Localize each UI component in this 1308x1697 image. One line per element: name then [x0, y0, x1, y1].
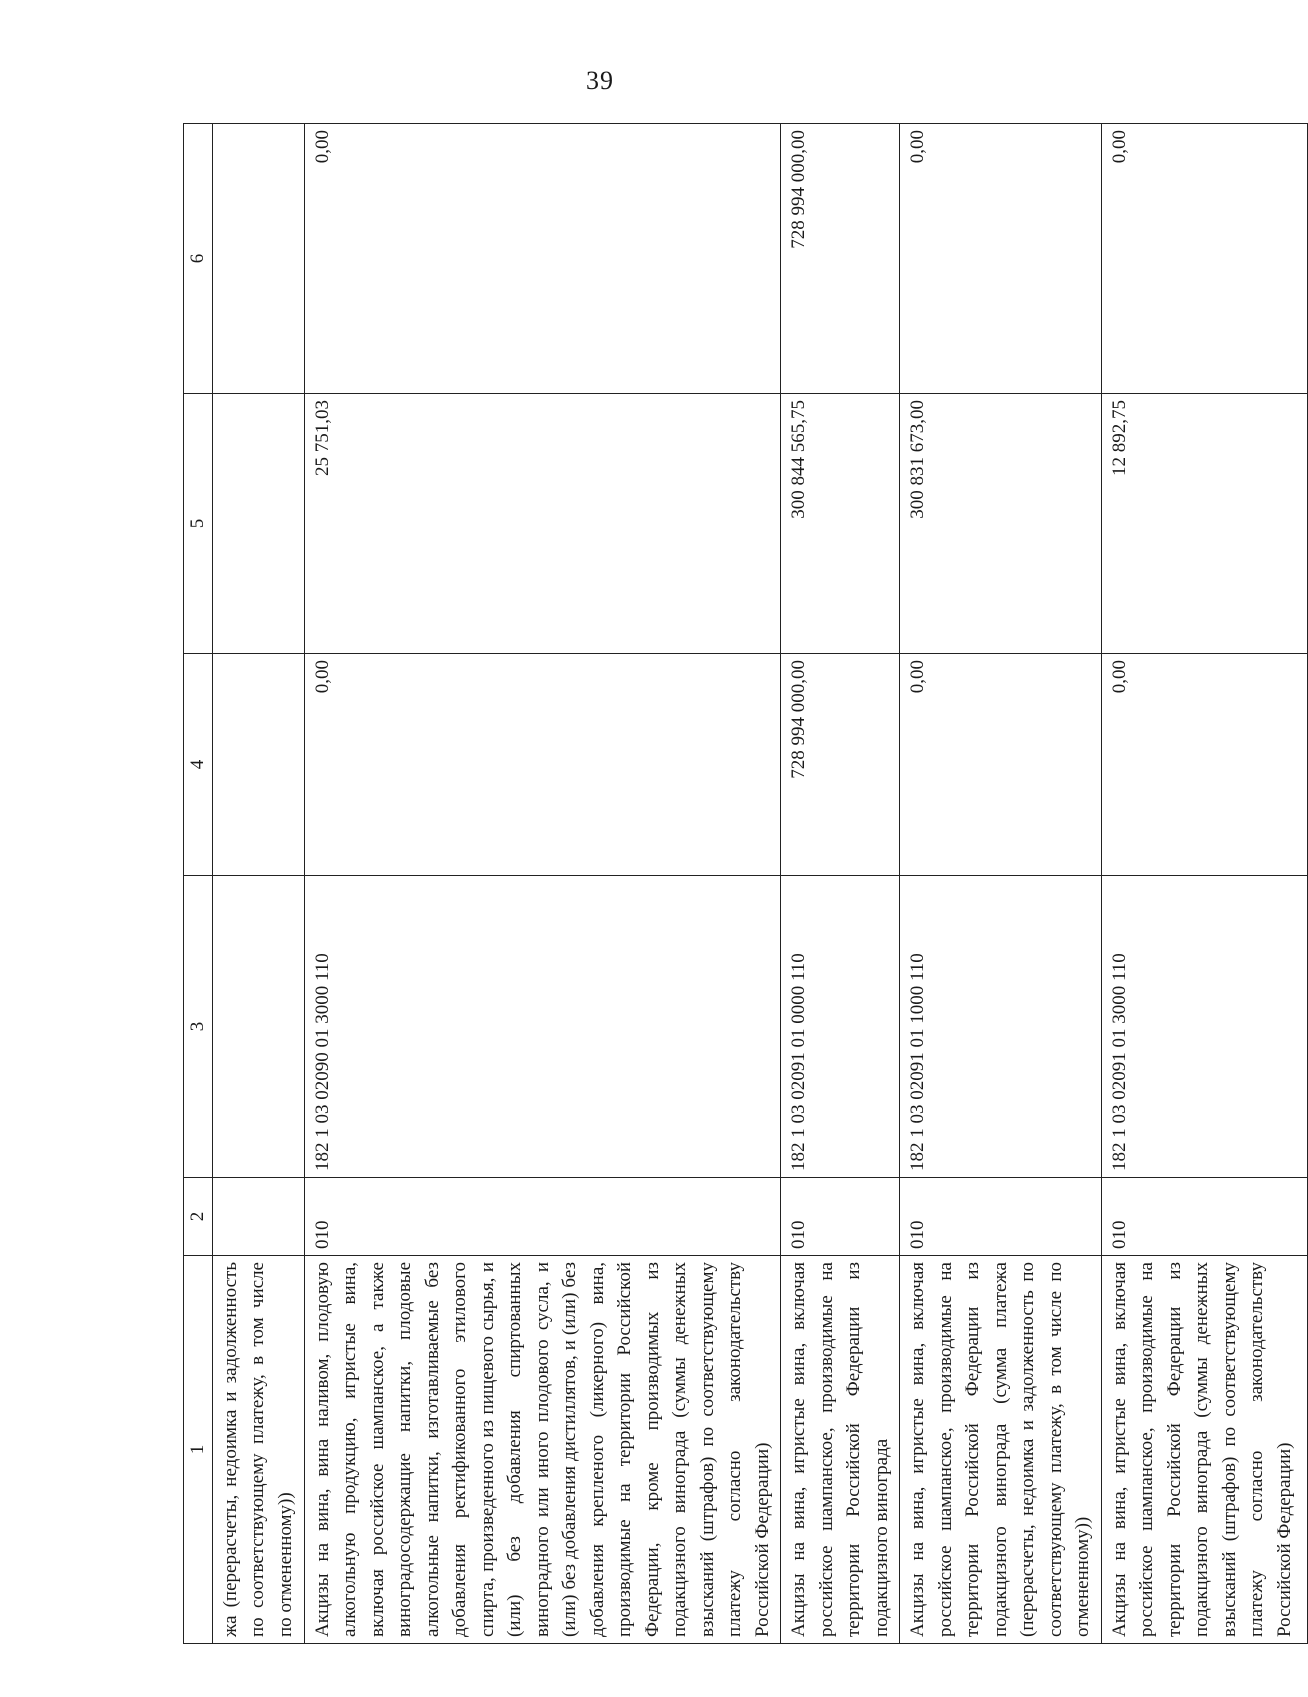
row-kbk-code: 182 1 03 02091 01 1000 110	[900, 876, 1102, 1178]
table-row	[781, 124, 900, 1644]
page-number: 39	[586, 66, 614, 95]
row-col5-value: 300 831 673,00	[900, 394, 1102, 654]
table-row	[304, 124, 781, 1644]
column-header-5: 5	[184, 394, 213, 654]
row-col5-value: 300 844 565,75	[781, 394, 900, 654]
row-col5-value: 12 892,75	[1101, 394, 1307, 654]
row-kbk-code: 182 1 03 02090 01 3000 110	[304, 876, 781, 1178]
column-header-4: 4	[184, 654, 213, 876]
row-col4-value: 0,00	[1101, 654, 1307, 876]
row-col6-value: 0,00	[1101, 124, 1307, 394]
column-header-6: 6	[184, 124, 213, 394]
column-header-1: 1	[184, 1256, 213, 1644]
column-header-3: 3	[184, 876, 213, 1178]
row-name: Акцизы на вина, игристые вина, включая российское шампанское, производимые на территории Российской Федерации из подакцизного винограда	[781, 1256, 900, 1644]
table-row	[900, 124, 1102, 1644]
row-col6-value: 0,00	[304, 124, 781, 394]
row-kbk-code: 182 1 03 02091 01 0000 110	[781, 876, 900, 1178]
row-col4-value	[212, 654, 304, 876]
row-name: Акцизы на вина, игристые вина, включая российское шампанское, производимые на территории Российской Федерации из подакцизного винограда (сумма платежа (перерасчеты, недоимка и задолженность по соответствующему платежу, в том числе по отмененному))	[900, 1256, 1102, 1644]
table-row	[212, 124, 304, 1644]
row-col4-value: 0,00	[304, 654, 781, 876]
column-header-2: 2	[184, 1178, 213, 1256]
row-col5-value: 25 751,03	[304, 394, 781, 654]
row-name: жа (перерасчеты, недоимка и задолженность по соответствующему платежу, в том числе по отмененному))	[212, 1256, 304, 1644]
row-col6-value: 728 994 000,00	[781, 124, 900, 394]
row-kbk-code: 182 1 03 02091 01 3000 110	[1101, 876, 1307, 1178]
row-name: Акцизы на вина, игристые вина, включая российское шампанское, производимые на территории Российской Федерации из подакцизного винограда (суммы денежных взысканий (штрафов) по соответствующему платежу согласно законодательству Российской Федерации)	[1101, 1256, 1307, 1644]
rotated-table-wrapper	[183, 124, 1295, 1644]
row-col6-value	[212, 124, 304, 394]
budget-table	[183, 123, 1308, 1644]
row-line-code: 010	[1101, 1178, 1307, 1256]
row-line-code: 010	[900, 1178, 1102, 1256]
row-line-code	[212, 1178, 304, 1256]
row-col6-value: 0,00	[900, 124, 1102, 394]
row-kbk-code	[212, 876, 304, 1178]
row-col5-value	[212, 394, 304, 654]
table-row	[1101, 124, 1307, 1644]
row-name: Акцизы на вина, вина наливом, плодовую алкогольную продукцию, игристые вина, включая российское шампанское, а также виноградосодержащие напитки, плодовые алкогольные напитки, изготавливаемые без добавления ректификованного этилового спирта, произведенного из пищевого сырья, и (или) без добавления спиртованных виноградного или иного плодового сусла, и (или) без добавления дистиллятов, и (или) без добавления крепленого (ликерного) вина, производимые на территории Российской Федерации, кроме производимых из подакцизного винограда (суммы денежных взысканий (штрафов) по соответствующему платежу согласно законодательству Российской Федерации)	[304, 1256, 781, 1644]
row-col4-value: 0,00	[900, 654, 1102, 876]
row-line-code: 010	[304, 1178, 781, 1256]
row-col4-value: 728 994 000,00	[781, 654, 900, 876]
row-line-code: 010	[781, 1178, 900, 1256]
header-row	[184, 124, 213, 1644]
